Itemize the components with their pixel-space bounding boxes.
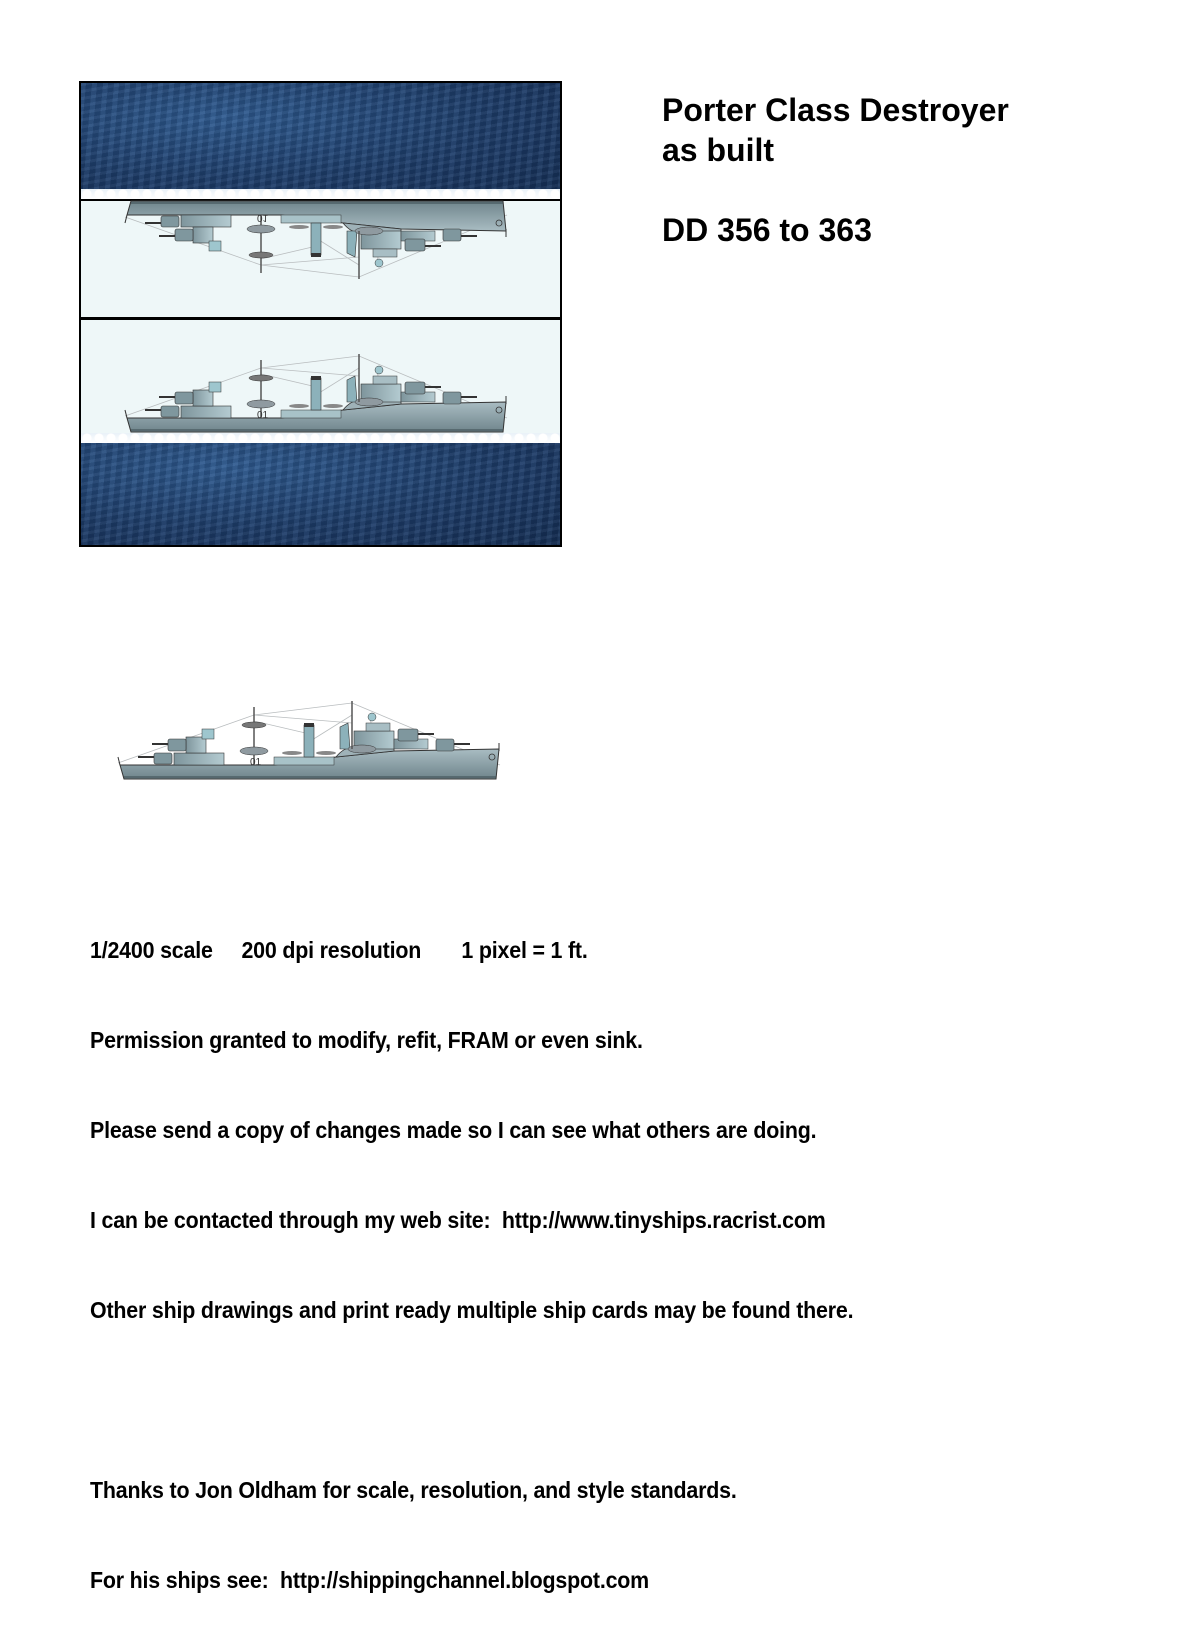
permission-note: Permission granted to modify, refit, FRAM or even sink. [90,1027,643,1053]
reflection-band [81,199,560,317]
ship-card [79,81,562,547]
credits-thanks: Thanks to Jon Oldham for scale, resolution, and style standards. [90,1477,737,1503]
ship-configuration: as built [662,132,775,168]
profile-band [81,317,560,438]
hull-numbers: DD 356 to 363 [662,212,872,248]
credits-link: For his ships see: http://shippingchannel.blogspot.com [90,1567,650,1593]
wake-foam-bottom [81,433,560,443]
scale-info: 1/2400 scale 200 dpi resolution 1 pixel = 1 ft. [90,937,588,963]
ship-class-title: Porter Class Destroyer [662,92,1009,128]
ocean-top [81,83,560,199]
title-block [662,90,1009,250]
changes-request: Please send a copy of changes made so I can see what others are doing. [90,1117,817,1143]
standalone-ship-profile [114,695,506,787]
wake-foam-top [81,189,560,199]
other-drawings-note: Other ship drawings and print ready multiple ship cards may be found there. [90,1297,854,1323]
ocean-bottom [81,433,560,545]
ship-profile-inverted [121,199,513,283]
contact-website: I can be contacted through my web site: http://www.tinyships.racrist.com [90,1207,826,1233]
notes-block [90,875,853,1625]
ship-profile [121,352,513,436]
